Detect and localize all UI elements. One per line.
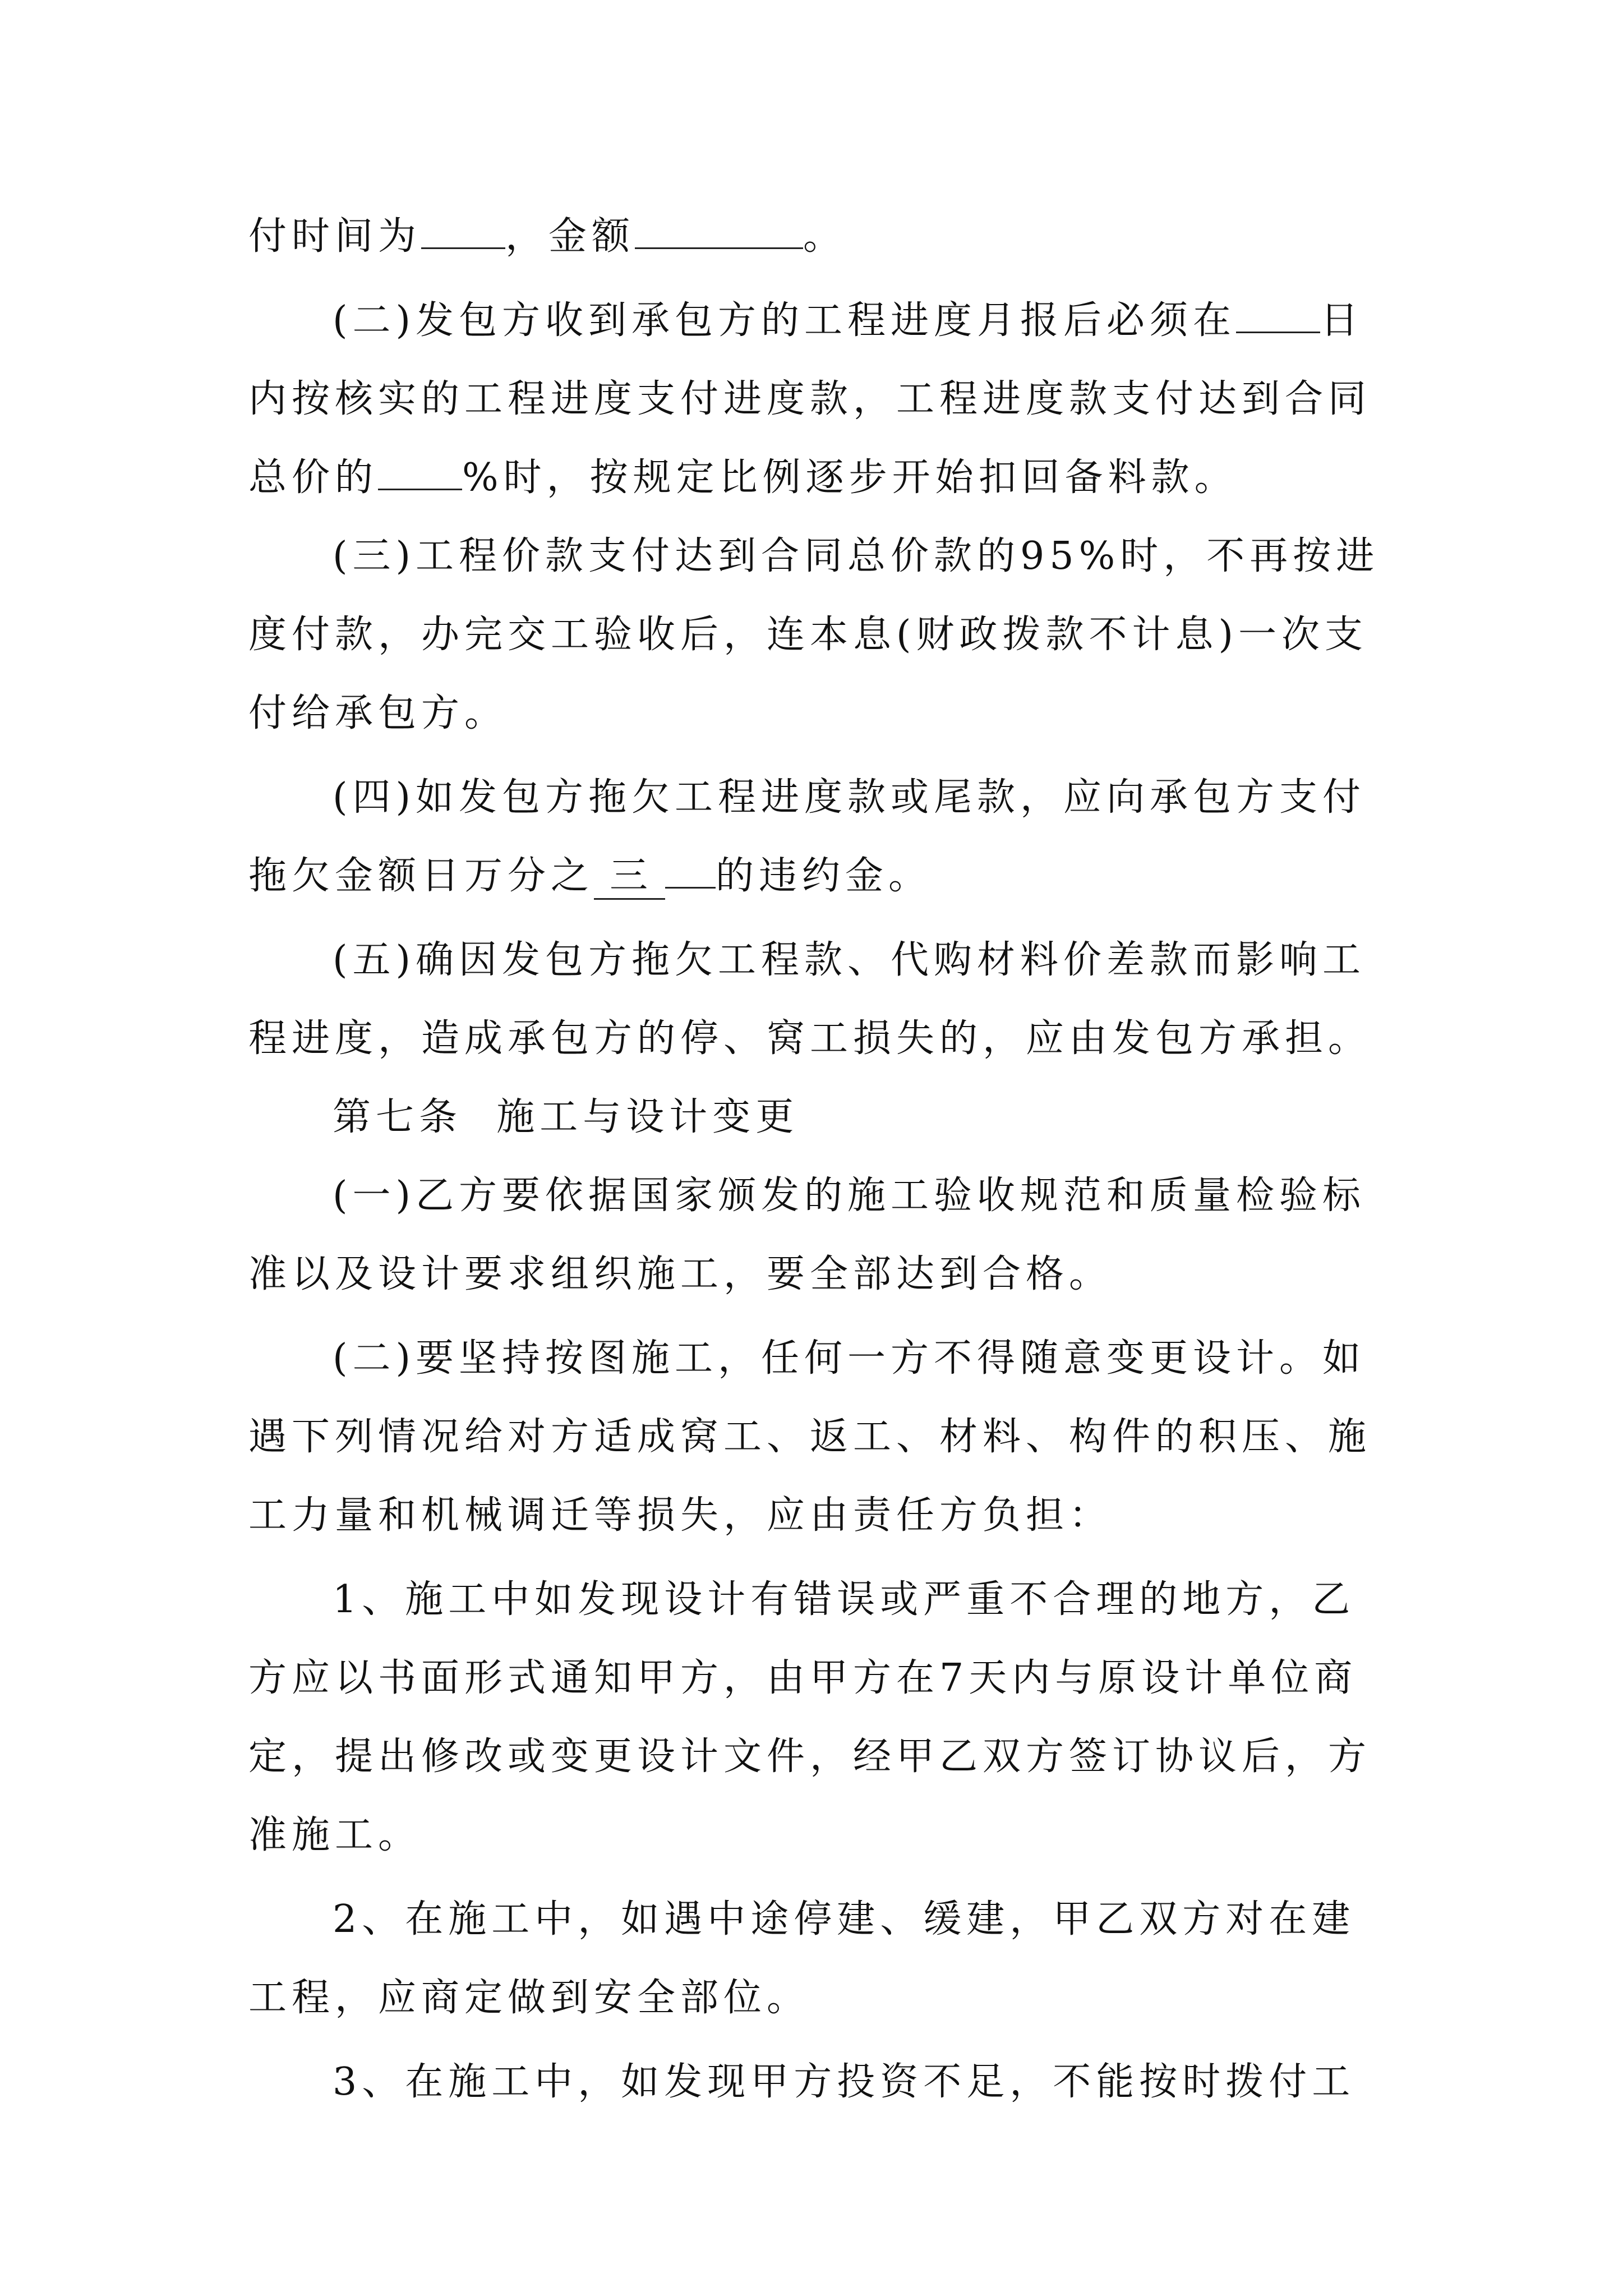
- paragraph-line: [248, 1488, 1112, 1544]
- fill-in-blank: [665, 852, 716, 889]
- text-span: 总价的: [248, 455, 379, 500]
- paragraph-line: [333, 1168, 1366, 1224]
- text-span: (四)如发包方拖欠工程进度款或尾款，应向承包方支付: [333, 775, 1366, 820]
- text-span: 度付款，办完交工验收后，连本息(财政拨款不计息)一次支: [248, 613, 1368, 657]
- text-span: 准施工。: [248, 1813, 422, 1857]
- text-span: 日: [1320, 298, 1364, 343]
- paragraph-line: [333, 1331, 1366, 1387]
- paragraph-line: [248, 1246, 1112, 1303]
- paragraph-line: [248, 371, 1371, 427]
- paragraph-line: [333, 1892, 1355, 1948]
- text-span: 付给承包方。: [248, 691, 508, 735]
- text-span: 的违约金。: [716, 854, 932, 898]
- paragraph-line: [248, 1729, 1371, 1785]
- text-span: 3、在施工中，如发现甲方投资不足，不能按时拨付工: [333, 2060, 1355, 2104]
- fill-in-blank: [635, 213, 803, 249]
- paragraph-line: [333, 932, 1366, 988]
- text-span: 准以及设计要求组织施工，要全部达到合格。: [248, 1252, 1113, 1296]
- article-heading: [333, 1089, 799, 1145]
- text-span: 。: [803, 214, 847, 259]
- text-span: 定，提出修改或变更设计文件，经甲乙双方签订协议后，方: [248, 1734, 1372, 1779]
- text-span: 第七条 施工与设计变更: [333, 1095, 799, 1139]
- text-span: 工程，应商定做到安全部位。: [248, 1976, 810, 2020]
- paragraph-line: [248, 1011, 1371, 1067]
- text-span: 拖欠金额日万分之: [248, 854, 594, 898]
- paragraph-line: [248, 1970, 810, 2026]
- text-span: 内按核实的工程进度支付进度款，工程进度款支付达到合同: [248, 377, 1372, 421]
- text-span: (五)确因发包方拖欠工程款、代购材料价差款而影响工: [333, 938, 1366, 982]
- text-span: 程进度，造成承包方的停、窝工损失的，应由发包方承担。: [248, 1016, 1372, 1061]
- filled-blank: 三: [594, 854, 665, 900]
- text-span: (一)乙方要依据国家颁发的施工验收规范和质量检验标: [333, 1174, 1366, 1218]
- text-span: (二)要坚持按图施工，任何一方不得随意变更设计。如: [333, 1336, 1366, 1381]
- paragraph-line: [333, 293, 1363, 349]
- paragraph-line: [333, 770, 1366, 826]
- text-span: (三)工程价款支付达到合同总价款的95%时，不再按进: [333, 534, 1380, 578]
- text-span: ，金额: [505, 214, 635, 259]
- paragraph-line: [333, 1572, 1355, 1628]
- paragraph-line: [248, 848, 932, 904]
- paragraph-line: [333, 528, 1379, 585]
- text-span: 付时间为: [248, 214, 422, 259]
- fill-in-blank: [1236, 297, 1320, 333]
- fill-in-blank: [421, 213, 505, 249]
- paragraph-line: [248, 607, 1368, 663]
- text-span: 遇下列情况给对方适成窝工、返工、材料、构件的积压、施: [248, 1415, 1372, 1459]
- paragraph-line: [248, 1409, 1371, 1465]
- paragraph-line: [248, 209, 846, 265]
- paragraph-line: [248, 685, 508, 742]
- text-span: 工力量和机械调迁等损失，应由责任方负担：: [248, 1493, 1113, 1538]
- paragraph-line: [333, 2054, 1355, 2110]
- paragraph-line: [248, 450, 1238, 506]
- text-span: 1、施工中如发现设计有错误或严重不合理的地方，乙: [333, 1577, 1355, 1622]
- text-span: %时，按规定比例逐步开始扣回备料款。: [462, 455, 1238, 500]
- paragraph-line: [248, 1650, 1357, 1706]
- fill-in-blank: [378, 454, 462, 490]
- text-span: (二)发包方收到承包方的工程进度月报后必须在: [333, 298, 1237, 343]
- text-span: 2、在施工中，如遇中途停建、缓建，甲乙双方对在建: [333, 1897, 1355, 1941]
- paragraph-line: [248, 1807, 421, 1864]
- text-span: 方应以书面形式通知甲方，由甲方在7天内与原设计单位商: [248, 1656, 1358, 1700]
